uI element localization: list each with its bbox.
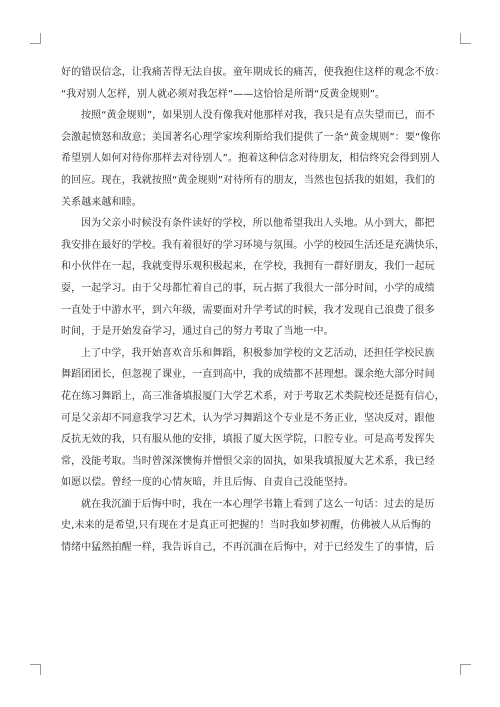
text-line: 会激起愤怒和敌意；美国著名心理学家埃利斯给我们提供了一条“黄金规则”：要“像你	[61, 131, 441, 143]
crop-mark-bottom-right	[460, 664, 471, 675]
text-line: 常，没能考取。当时曾深深懊悔并憎恨父亲的固执，如果我填报厦大艺术系，我已经	[61, 455, 435, 467]
text-line: 反抗无效的我，只有服从他的安排，填报了厦大医学院，口腔专业。可是高考发挥失	[61, 434, 435, 446]
text-line: 我安排在最好的学校。我有着很好的学习环境与氛围。小学的校园生活还是充满快乐，	[61, 239, 445, 251]
text-line: 关系越来越和睦。	[61, 196, 142, 208]
paragraph-first-line: 就在我沉湎于后悔中时，我在一本心理学书籍上看到了这么一句话：过去的是历	[81, 498, 435, 510]
paragraph-first-line: 上了中学，我开始喜欢音乐和舞蹈，积极参加学校的文艺活动，还担任学校民族	[81, 347, 435, 359]
text-line: 时间，于是开始发奋学习，通过自己的努力考取了当地一中。	[61, 326, 334, 338]
text-line: 一直处于中游水平，到六年级，需要面对升学考试的时候，我才发现自己浪费了很多	[61, 304, 435, 316]
text-line: “我对别人怎样，别人就必须对我怎样”——这恰恰是所谓“反黄金规则”。	[61, 88, 386, 100]
text-line: 希望别人如何对待你那样去对待别人”。抱着这种信念对待朋友，相信终究会得到别人	[61, 153, 440, 165]
text-line: 情绪中猛然拍醒一样，我告诉自己，不再沉湎在后悔中，对于已经发生了的事情，后	[61, 542, 435, 554]
crop-mark-top-left	[30, 33, 41, 44]
text-line: 的回应。现在，我就按照“黄金规则”对待所有的朋友，当然也包括我的姐姐，我们的	[61, 174, 436, 186]
text-line: 耍，一起学习。由于父母都忙着自己的事，玩占据了我很大一部分时间，小学的成绩	[61, 282, 435, 294]
text-line: 和小伙伴在一起，我就变得乐观积极起来，在学校，我拥有一群好朋友，我们一起玩	[61, 261, 435, 273]
text-line: 可是父亲却不同意我学习艺术，认为学习舞蹈这个专业是不务正业，坚决反对，跟他	[61, 412, 435, 424]
paragraph-first-line: 按照“黄金规则”，如果别人没有像我对他那样对我，我只是有点失望而已，而不	[81, 110, 435, 122]
text-line: 舞蹈团团长，但忽视了课业，一直到高中，我的成绩都不甚理想。课余绝大部分时间	[61, 369, 435, 381]
crop-mark-top-right	[460, 33, 471, 44]
paragraph-first-line: 因为父亲小时候没有条件读好的学校，所以他希望我出人头地。从小到大，都把	[81, 218, 435, 230]
text-line: 史,未来的是希望,只有现在才是真正可把握的！当时我如梦初醒，仿佛被人从后悔的	[61, 520, 432, 532]
text-line: 如愿以偿。曾经一度的心情灰暗，并且后悔、自责自己没能坚持。	[61, 477, 354, 489]
text-line: 花在练习舞蹈上，高三准备填报厦门大学艺术系，对于考取艺术类院校还是挺有信心，	[61, 390, 445, 402]
text-line: 好的错误信念，让我痛苦得无法自拔。童年期成长的痛苦，使我抱住这样的观念不放：	[61, 67, 445, 78]
document-body	[61, 62, 445, 559]
crop-mark-bottom-left	[30, 664, 41, 675]
